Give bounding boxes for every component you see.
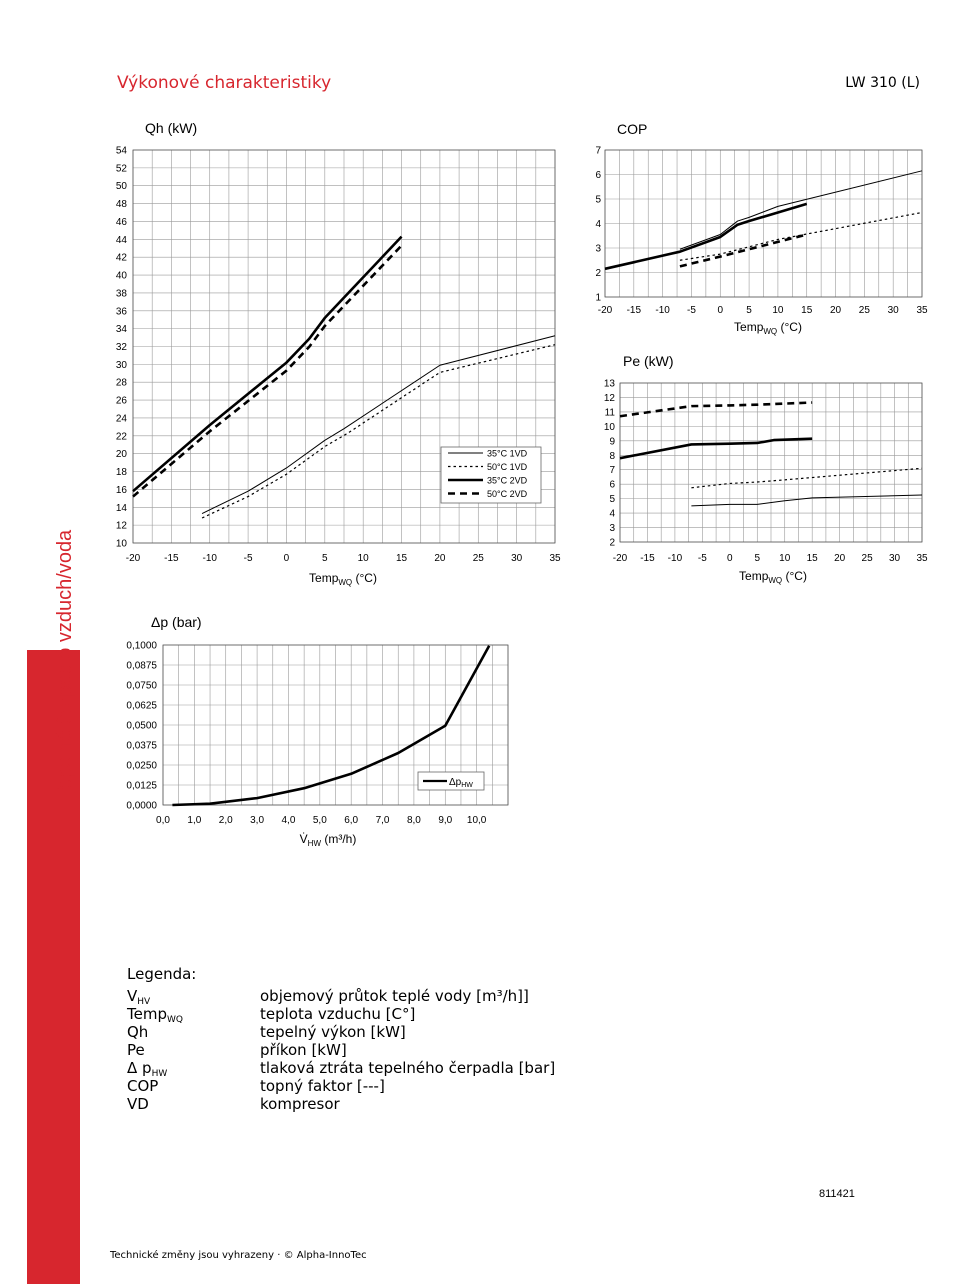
x-tick-label: 4,0 xyxy=(281,815,296,826)
x-tick-label: -15 xyxy=(164,553,179,564)
x-tick-label: -20 xyxy=(125,553,141,564)
y-tick-label: 4 xyxy=(595,219,601,230)
y-tick-label: 48 xyxy=(115,199,127,211)
y-tick-label: 7 xyxy=(595,145,601,157)
x-tick-label: 0,0 xyxy=(156,815,170,826)
y-tick-label: 34 xyxy=(115,324,127,336)
legend-term: VD xyxy=(127,1095,149,1113)
y-tick-label: 0,0625 xyxy=(126,700,157,712)
x-tick-label: 25 xyxy=(861,553,873,564)
x-tick-label: 35 xyxy=(549,553,561,564)
y-tick-label: 32 xyxy=(115,342,127,353)
y-tick-label: 12 xyxy=(115,520,127,532)
y-tick-label: 40 xyxy=(115,270,127,282)
y-tick-label: 0,0875 xyxy=(126,660,157,672)
legend-term: $V_{HV}$ xyxy=(127,987,151,1007)
y-tick-label: 0,1000 xyxy=(126,640,157,652)
x-tick-label: 7,0 xyxy=(375,815,390,826)
legend-entry: 35°C 1VD xyxy=(487,448,528,459)
legend-term: COP xyxy=(127,1077,159,1095)
y-tick-label: 38 xyxy=(115,288,127,300)
x-tick-label: 25 xyxy=(472,553,484,564)
x-tick-label: 15 xyxy=(395,553,408,564)
series-line xyxy=(680,235,807,267)
x-tick-label: 35 xyxy=(916,305,928,316)
y-tick-label: 4 xyxy=(609,508,615,520)
legend-item xyxy=(127,1095,340,1113)
x-tick-label: 5 xyxy=(754,553,761,564)
y-tick-label: 52 xyxy=(115,163,127,175)
x-tick-label: -10 xyxy=(202,553,217,564)
y-tick-label: 0,0375 xyxy=(126,740,157,752)
x-tick-label: -5 xyxy=(687,305,696,316)
x-tick-label: 8,0 xyxy=(406,815,421,826)
x-tick-label: 20 xyxy=(434,553,446,564)
x-tick-label: -20 xyxy=(597,305,613,316)
y-tick-label: 5 xyxy=(609,494,615,506)
y-tick-label: 6 xyxy=(609,479,615,491)
x-tick-label: 0 xyxy=(717,305,724,316)
y-tick-label: 0,0500 xyxy=(126,720,157,732)
x-axis-label: Temp$_{WQ}$ (°C) xyxy=(734,320,802,336)
x-tick-label: 1,0 xyxy=(187,815,202,826)
x-tick-label: -10 xyxy=(667,553,683,564)
x-tick-label: 25 xyxy=(858,305,870,316)
footer-note: Technické změny jsou vyhrazeny · © Alpha-InnoTec xyxy=(110,1250,367,1261)
legend-term: Pe xyxy=(127,1041,145,1059)
y-tick-label: 10 xyxy=(603,421,615,433)
legend-item xyxy=(127,1041,347,1059)
y-tick-label: 13 xyxy=(603,378,615,390)
grid-lines xyxy=(605,150,922,297)
legend-description: topný faktor [---] xyxy=(260,1077,385,1095)
x-tick-label: 3,0 xyxy=(250,815,265,826)
x-tick-label: -15 xyxy=(626,305,642,316)
x-tick-label: 20 xyxy=(834,553,846,564)
page-title: Výkonové charakteristiky xyxy=(117,73,332,93)
x-tick-label: -20 xyxy=(612,553,628,564)
y-tick-label: 28 xyxy=(115,377,127,389)
x-tick-label: 10 xyxy=(357,553,369,564)
y-tick-label: 18 xyxy=(115,467,127,479)
chart-title: Pe (kW) xyxy=(623,353,674,369)
legend-description: teplota vzduchu [C°] xyxy=(260,1005,416,1023)
x-tick-label: 10 xyxy=(779,553,791,564)
x-tick-label: -5 xyxy=(243,553,253,564)
x-tick-label: 30 xyxy=(888,553,901,564)
x-tick-label: -10 xyxy=(655,305,670,316)
y-tick-label: 3 xyxy=(595,243,601,255)
legend-description: příkon [kW] xyxy=(260,1041,347,1059)
legend-item xyxy=(127,1005,416,1025)
y-tick-label: 1 xyxy=(595,292,601,304)
section-number: 2.1 xyxy=(35,561,50,580)
grid-lines xyxy=(620,383,922,542)
document-code: 811421 xyxy=(819,1188,855,1200)
legend-entry: 50°C 1VD xyxy=(487,462,528,472)
y-tick-label: 12 xyxy=(603,392,615,404)
y-tick-label: 36 xyxy=(115,306,127,318)
x-tick-label: 5,0 xyxy=(312,815,327,826)
model-name: LW 310 (L) xyxy=(845,75,920,91)
y-tick-label: 54 xyxy=(115,145,127,157)
y-tick-label: 46 xyxy=(115,216,127,228)
y-tick-label: 16 xyxy=(115,484,127,496)
x-tick-label: 20 xyxy=(829,305,842,316)
legend-description: objemový průtok teplé vody [m³/h]] xyxy=(260,987,529,1005)
y-tick-label: 24 xyxy=(115,413,127,425)
y-tick-label: 5 xyxy=(595,194,601,206)
x-tick-label: 0 xyxy=(283,553,290,564)
series-legend xyxy=(441,447,541,503)
y-tick-label: 0,0125 xyxy=(126,780,157,792)
x-tick-label: 10 xyxy=(772,305,784,316)
y-tick-label: 8 xyxy=(609,450,615,462)
y-tick-label: 42 xyxy=(115,252,127,264)
x-tick-label: 30 xyxy=(887,305,899,316)
y-tick-label: 10 xyxy=(115,538,127,550)
chart-pe xyxy=(604,353,928,585)
legend-item xyxy=(127,987,529,1007)
legend-term: Δ $p_{HW}$ xyxy=(127,1059,168,1079)
legend-heading: Legenda: xyxy=(127,965,197,983)
x-tick-label: 10,0 xyxy=(466,815,487,826)
legend-block xyxy=(127,965,556,1113)
legend-description: tepelný výkon [kW] xyxy=(260,1023,406,1041)
legend-entry: 35°C 2VD xyxy=(487,475,528,486)
x-tick-label: 5 xyxy=(746,305,752,316)
y-tick-label: 3 xyxy=(609,523,615,535)
y-tick-label: 22 xyxy=(115,431,127,443)
y-tick-label: 20 xyxy=(115,449,127,461)
x-tick-label: 30 xyxy=(511,553,523,564)
chart-title: COP xyxy=(617,121,648,137)
series-line xyxy=(691,468,922,488)
y-tick-label: 30 xyxy=(115,359,127,371)
x-tick-label: 9,0 xyxy=(438,815,453,826)
y-tick-label: 6 xyxy=(595,170,601,181)
legend-list xyxy=(127,987,556,1113)
legend-item xyxy=(127,1059,556,1079)
chart-cop xyxy=(595,121,928,336)
chart-title: Qh (kW) xyxy=(145,120,198,136)
y-tick-label: 2 xyxy=(609,537,615,549)
section-title: Tepelné čerpadlo vzduch/voda xyxy=(54,529,76,800)
y-tick-label: 26 xyxy=(115,395,127,407)
y-tick-label: 0,0250 xyxy=(126,760,157,772)
series-legend xyxy=(418,772,484,790)
chart-dp xyxy=(126,614,508,848)
y-tick-label: 9 xyxy=(609,436,615,448)
x-tick-label: 0 xyxy=(727,553,733,564)
y-tick-label: 0,0750 xyxy=(126,680,157,692)
chart-qh xyxy=(116,120,561,587)
x-tick-label: 2,0 xyxy=(218,815,233,826)
legend-term: Qh xyxy=(127,1023,149,1041)
x-tick-label: 35 xyxy=(916,553,928,564)
legend-entry: $\Delta p_{HW}$ xyxy=(449,777,473,789)
x-tick-label: -5 xyxy=(697,553,707,564)
x-axis-label: $V̇_{HW}$ (m³/h) xyxy=(299,832,357,848)
x-tick-label: 5 xyxy=(322,553,328,564)
y-tick-label: 14 xyxy=(115,502,127,514)
x-tick-label: 15 xyxy=(801,305,813,316)
x-tick-label: 15 xyxy=(806,553,818,564)
x-axis-label: Temp$_{WQ}$ (°C) xyxy=(739,569,807,585)
chart-title: Δp (bar) xyxy=(151,614,202,630)
legend-description: kompresor xyxy=(260,1095,340,1113)
x-tick-label: -15 xyxy=(640,553,655,564)
x-axis-label: Temp$_{WQ}$ (°C) xyxy=(309,571,377,587)
y-tick-label: 7 xyxy=(609,465,615,477)
y-tick-label: 2 xyxy=(595,268,601,279)
legend-entry: 50°C 2VD xyxy=(487,489,528,499)
y-tick-label: 44 xyxy=(115,234,127,246)
y-tick-label: 0,0000 xyxy=(126,800,157,812)
series-line xyxy=(691,495,922,506)
legend-item xyxy=(127,1023,406,1041)
legend-item xyxy=(127,1077,385,1095)
legend-term: Temp$_{WQ}$ xyxy=(127,1005,183,1025)
y-tick-label: 11 xyxy=(604,407,615,419)
legend-description: tlaková ztráta tepelného čerpadla [bar] xyxy=(260,1059,556,1077)
x-tick-label: 6,0 xyxy=(344,815,359,826)
y-tick-label: 50 xyxy=(115,181,127,193)
